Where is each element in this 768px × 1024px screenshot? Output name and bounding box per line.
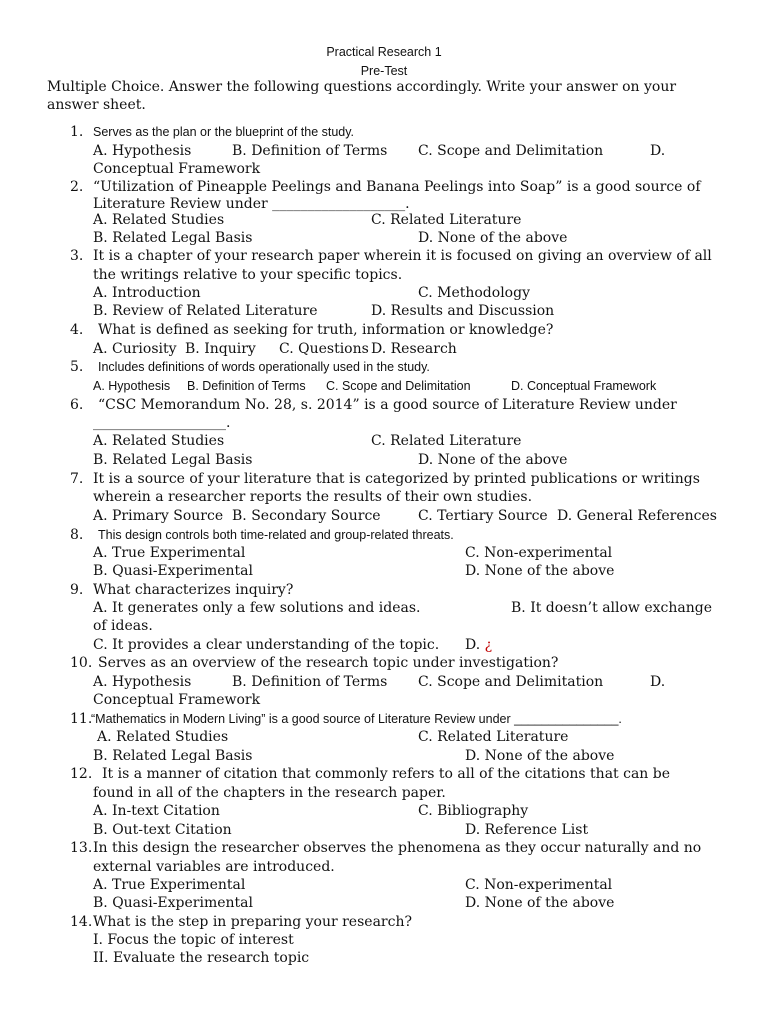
question-2-number: 2. — [70, 179, 84, 195]
question-7-number: 7. — [70, 471, 84, 487]
question-5-number: 5. — [70, 359, 84, 375]
question-9-option-b: B. It doesn’t allow exchange — [511, 600, 713, 616]
question-3-text-line-1: It is a chapter of your research paper wherein it is focused on giving an overview of all — [93, 248, 712, 264]
document-title: Practical Research 1 — [326, 45, 442, 59]
question-6-option-d: D. None of the above — [418, 452, 568, 468]
question-9-option-d: D. ¿ — [465, 637, 493, 653]
question-12-option-d: D. Reference List — [465, 822, 589, 838]
instructions-line-1: Multiple Choice. Answer the following questions accordingly. Write your answer on your — [47, 79, 677, 95]
question-11-option-b: B. Related Legal Basis — [93, 748, 253, 764]
question-9-option-b-continued: of ideas. — [93, 618, 153, 634]
question-5-option-c: C. Scope and Delimitation — [326, 379, 471, 393]
question-3-option-a: A. Introduction — [93, 285, 201, 301]
question-1-option-b: B. Definition of Terms — [232, 143, 388, 159]
question-4-option-c: C. Questions — [279, 341, 369, 357]
question-12-text-line-1: It is a manner of citation that commonly refers to all of the citations that can be — [102, 766, 671, 782]
question-11-text: “Mathematics in Modern Living” is a good source of Literature Review under _______________. — [91, 712, 622, 726]
question-14-step-ii: II. Evaluate the research topic — [93, 950, 310, 966]
question-1-option-d: D. — [650, 143, 666, 159]
question-7-option-a: A. Primary Source — [93, 508, 224, 524]
question-14-step-i: I. Focus the topic of interest — [93, 932, 294, 948]
question-14-text: What is the step in preparing your research? — [93, 914, 412, 930]
question-11-option-a: A. Related Studies — [97, 729, 229, 745]
question-4-option-b: B. Inquiry — [185, 341, 256, 357]
question-1-text: Serves as the plan or the blueprint of the study. — [93, 125, 355, 139]
question-4-text: What is defined as seeking for truth, information or knowledge? — [98, 322, 554, 338]
question-7-option-b: B. Secondary Source — [232, 508, 381, 524]
question-3-text-line-2: the writings relative to your specific topics. — [93, 267, 403, 283]
question-2-option-c: C. Related Literature — [371, 212, 522, 228]
question-2-text-line-2: Literature Review under ___________________. — [93, 196, 410, 212]
question-1-option-c: C. Scope and Delimitation — [418, 143, 604, 159]
question-10-option-d-continued: Conceptual Framework — [93, 692, 261, 708]
question-8-option-a: A. True Experimental — [93, 545, 246, 561]
question-2-option-b: B. Related Legal Basis — [93, 230, 253, 246]
question-4-option-a: A. Curiosity — [93, 341, 177, 357]
question-1-number: 1. — [70, 124, 84, 140]
document-subtitle: Pre-Test — [360, 64, 408, 78]
instructions-line-2: answer sheet. — [47, 97, 146, 113]
question-8-number: 8. — [70, 527, 84, 543]
question-7-text-line-1: It is a source of your literature that is categorized by printed publications or writings — [93, 471, 700, 487]
question-14-number: 14. — [70, 914, 93, 930]
question-8-option-d: D. None of the above — [465, 563, 615, 579]
question-6-text-line-1: “CSC Memorandum No. 28, s. 2014” is a good source of Literature Review under — [98, 397, 677, 413]
question-3-option-d: D. Results and Discussion — [371, 303, 555, 319]
question-6-option-b: B. Related Legal Basis — [93, 452, 253, 468]
question-13-option-d: D. None of the above — [465, 895, 615, 911]
question-5-option-b: B. Definition of Terms — [187, 379, 306, 393]
question-13-option-c: C. Non-experimental — [465, 877, 613, 893]
question-9-option-d-mark: ¿ — [484, 637, 493, 653]
question-7-option-c: C. Tertiary Source — [418, 508, 548, 524]
question-3-option-c: C. Methodology — [418, 285, 530, 301]
question-5-option-d: D. Conceptual Framework — [511, 379, 657, 393]
question-13-text-line-1: In this design the researcher observes the phenomena as they occur naturally and no — [93, 840, 702, 856]
question-2-text-line-1: “Utilization of Pineapple Peelings and Banana Peelings into Soap” is a good source of — [93, 179, 701, 195]
question-11-option-c: C. Related Literature — [418, 729, 569, 745]
question-10-text: Serves as an overview of the research topic under investigation? — [98, 655, 559, 671]
question-6-number: 6. — [70, 397, 84, 413]
question-8-text: This design controls both time-related and group-related threats. — [98, 528, 454, 542]
question-3-option-b: B. Review of Related Literature — [93, 303, 318, 319]
question-13-text-line-2: external variables are introduced. — [93, 859, 335, 875]
question-10-option-c: C. Scope and Delimitation — [418, 674, 604, 690]
question-10-option-d: D. — [650, 674, 666, 690]
question-12-number: 12. — [70, 766, 93, 782]
question-7-text-line-2: wherein a researcher reports the results of their own studies. — [93, 489, 533, 505]
question-6-option-c: C. Related Literature — [371, 433, 522, 449]
question-13-number: 13. — [70, 840, 93, 856]
question-12-text-line-2: found in all of the chapters in the research paper. — [93, 785, 446, 801]
question-13-option-a: A. True Experimental — [93, 877, 246, 893]
question-5-text: Includes definitions of words operationally used in the study. — [98, 360, 430, 374]
question-11-option-d: D. None of the above — [465, 748, 615, 764]
question-9-text: What characterizes inquiry? — [93, 582, 294, 598]
question-9-option-c: C. It provides a clear understanding of the topic. — [93, 637, 440, 653]
question-6-text-line-2: ___________________. — [93, 415, 231, 431]
question-9-option-a: A. It generates only a few solutions and ideas. — [93, 600, 421, 616]
question-2-option-a: A. Related Studies — [93, 212, 225, 228]
question-8-option-c: C. Non-experimental — [465, 545, 613, 561]
question-7-option-d: D. General References — [557, 508, 717, 524]
question-1-option-a: A. Hypothesis — [93, 143, 192, 159]
question-10-option-b: B. Definition of Terms — [232, 674, 388, 690]
question-12-option-b: B. Out-text Citation — [93, 822, 232, 838]
question-13-option-b: B. Quasi-Experimental — [93, 895, 253, 911]
question-12-option-c: C. Bibliography — [418, 803, 529, 819]
question-10-option-a: A. Hypothesis — [93, 674, 192, 690]
question-11-number: 11. — [70, 711, 93, 727]
question-3-number: 3. — [70, 248, 84, 264]
question-1-option-d-continued: Conceptual Framework — [93, 161, 261, 177]
question-6-option-a: A. Related Studies — [93, 433, 225, 449]
question-12-option-a: A. In-text Citation — [93, 803, 220, 819]
question-4-option-d: D. Research — [371, 341, 457, 357]
question-9-number: 9. — [70, 582, 84, 598]
question-4-number: 4. — [70, 322, 84, 338]
question-5-option-a: A. Hypothesis — [93, 379, 171, 393]
question-8-option-b: B. Quasi-Experimental — [93, 563, 253, 579]
question-2-option-d: D. None of the above — [418, 230, 568, 246]
question-10-number: 10. — [70, 655, 93, 671]
